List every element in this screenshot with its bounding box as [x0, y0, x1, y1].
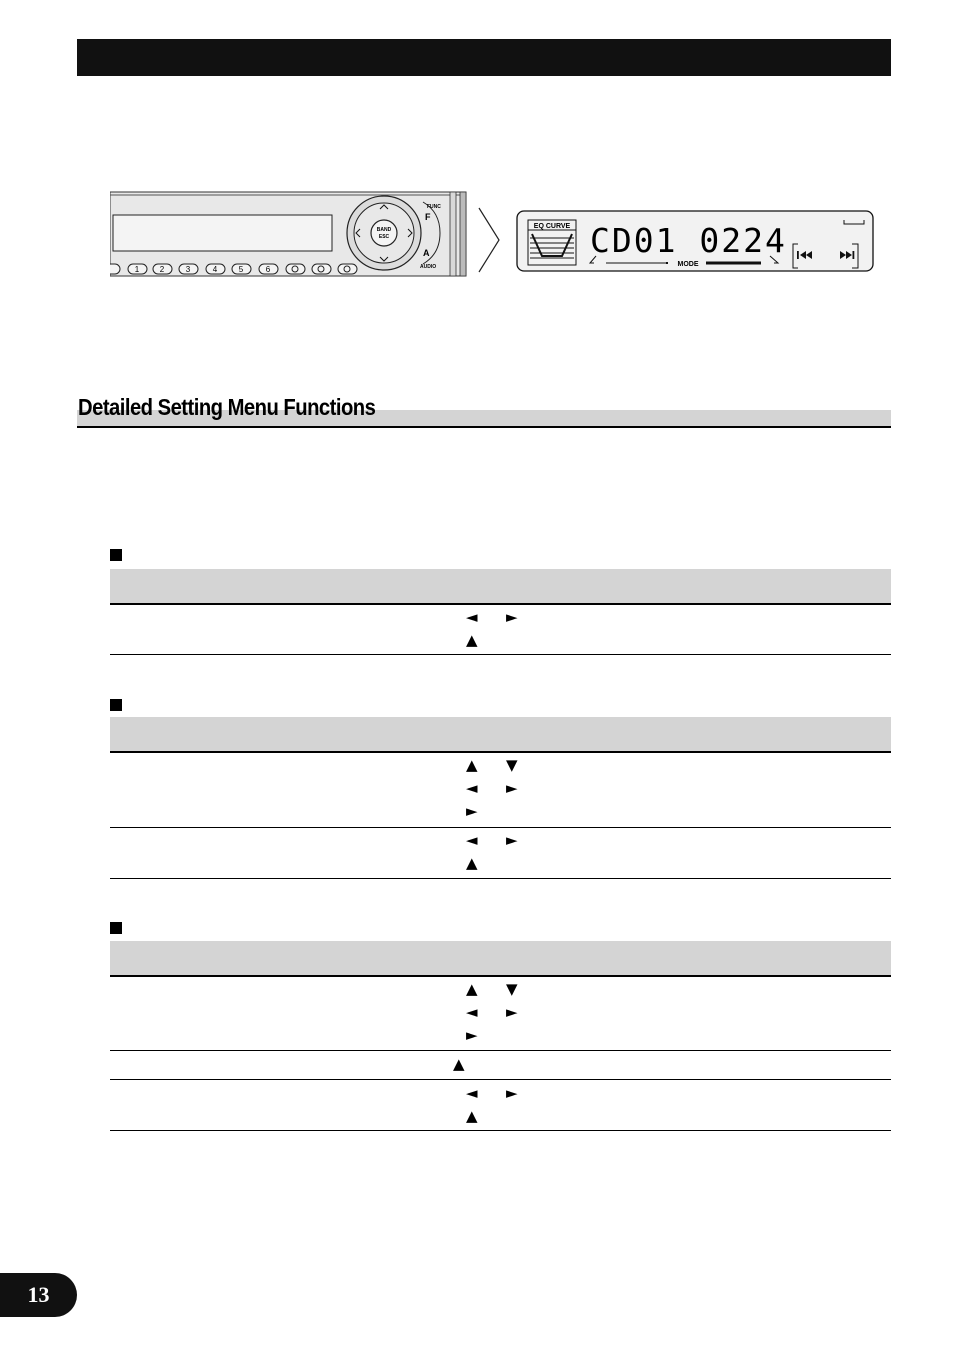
- mode-label: MODE: [677, 261, 699, 268]
- right-triangle-icon: ►: [506, 831, 518, 849]
- right-triangle-icon: ►: [506, 608, 518, 626]
- up-triangle-icon: ▲: [466, 1107, 478, 1125]
- table-3-row-rule-2: [110, 1079, 891, 1080]
- chevron-arrow-icon: [476, 206, 502, 274]
- up-triangle-icon: ▲: [466, 756, 478, 774]
- device-display-window: [113, 215, 332, 251]
- table-1-bottom-rule: [110, 654, 891, 655]
- table-1-header: [110, 569, 891, 605]
- table-3-bottom-rule: [110, 1130, 891, 1131]
- down-triangle-icon: ▼: [506, 980, 518, 998]
- preset-3: 3: [185, 265, 191, 274]
- right-triangle-icon: ►: [466, 802, 478, 820]
- audio-label: AUDIO: [420, 264, 437, 270]
- right-triangle-icon: ►: [506, 1084, 518, 1102]
- table-3-row-rule-1: [110, 1050, 891, 1051]
- preset-4: 4: [212, 265, 218, 274]
- right-triangle-icon: ►: [506, 779, 518, 797]
- table-2-bottom-rule: [110, 878, 891, 879]
- preset-2: 2: [159, 265, 165, 274]
- left-triangle-icon: ◄: [466, 779, 478, 797]
- track-time-readout: CD01 0224: [590, 221, 787, 260]
- up-triangle-icon: ▲: [466, 631, 478, 649]
- right-triangle-icon: ►: [466, 1026, 478, 1044]
- preset-6: 6: [265, 265, 271, 274]
- down-triangle-icon: ▼: [506, 756, 518, 774]
- head-unit-illustration: [110, 190, 468, 278]
- table-3-marker: [110, 922, 122, 934]
- table-2-row-rule: [110, 827, 891, 828]
- left-triangle-icon: ◄: [466, 608, 478, 626]
- lcd-display: [516, 210, 874, 272]
- section-heading-rule: [77, 426, 891, 428]
- table-2-header: [110, 717, 891, 753]
- band-label: BAND: [376, 227, 392, 233]
- header-bar: [77, 39, 891, 76]
- up-triangle-icon: ▲: [466, 980, 478, 998]
- a-label: A: [423, 248, 430, 258]
- page-number: 13: [0, 1273, 77, 1317]
- f-label: F: [425, 212, 431, 222]
- func-label: FUNC: [427, 204, 441, 210]
- esc-label: ESC: [378, 234, 390, 240]
- table-3-header: [110, 941, 891, 977]
- left-triangle-icon: ◄: [466, 831, 478, 849]
- table-1-marker: [110, 549, 122, 561]
- preset-5: 5: [238, 265, 244, 274]
- left-triangle-icon: ◄: [466, 1003, 478, 1021]
- preset-1: 1: [134, 265, 140, 274]
- eq-curve-label: EQ CURVE: [533, 223, 571, 230]
- up-triangle-icon: ▲: [453, 1055, 465, 1073]
- left-triangle-icon: ◄: [466, 1084, 478, 1102]
- up-triangle-icon: ▲: [466, 854, 478, 872]
- section-title: Detailed Setting Menu Functions: [78, 394, 376, 420]
- right-triangle-icon: ►: [506, 1003, 518, 1021]
- table-2-marker: [110, 699, 122, 711]
